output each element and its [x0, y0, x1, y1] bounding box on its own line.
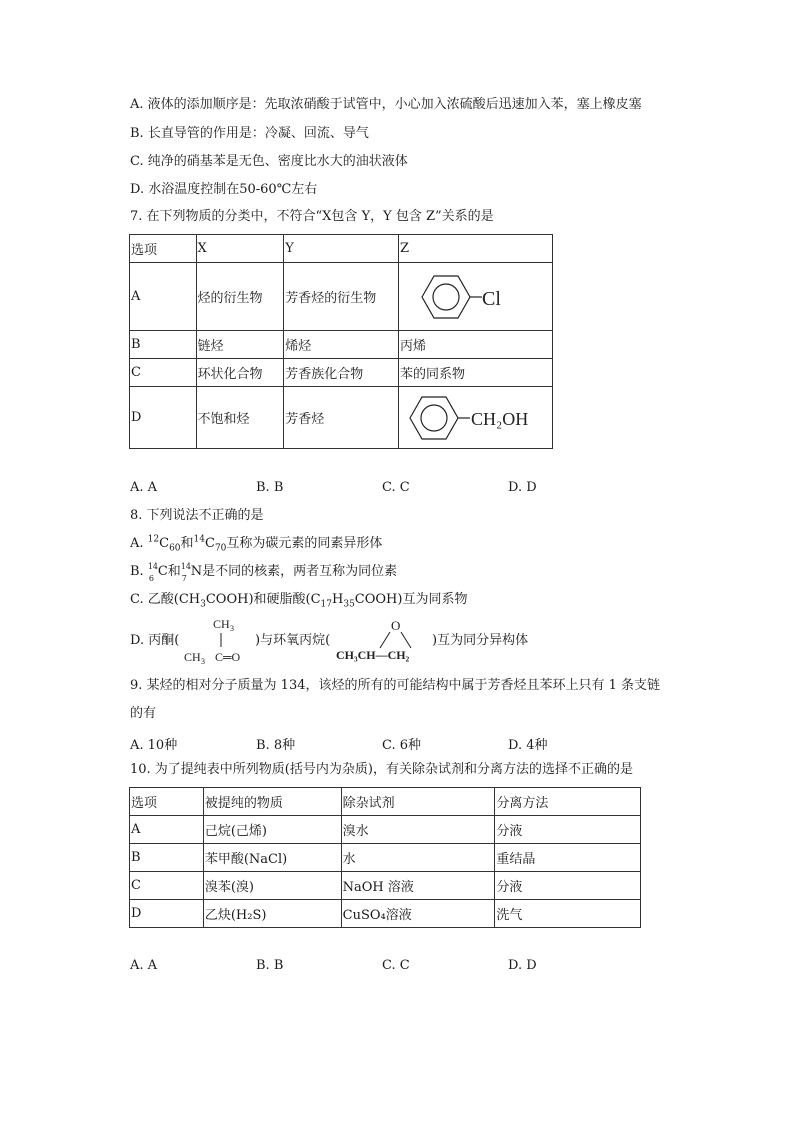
q10-choice-b: B. B	[256, 958, 284, 973]
q10-header-option: 选项	[130, 788, 204, 816]
acetone-structure	[180, 614, 258, 666]
q7-row-c-option: C	[130, 359, 197, 387]
q10-table	[129, 787, 641, 928]
q9-answer-choices	[130, 734, 650, 753]
svg-text:CH: CH	[184, 650, 201, 664]
q8-option-d: D. 丙酮(	[130, 633, 180, 648]
chlorobenzene-label: Cl	[482, 287, 501, 310]
q7-choice-c: C. C	[382, 480, 410, 495]
q7-row-a-x: 烃的衍生物	[196, 263, 284, 331]
q10-row-a-option: A	[130, 816, 204, 844]
svg-text:3: 3	[230, 624, 234, 633]
table-row	[130, 387, 553, 449]
q7-choice-b: B. B	[256, 480, 284, 495]
q10-row-b-option: B	[130, 844, 204, 872]
q7-header-option: 选项	[130, 235, 197, 263]
q10-row-c-option: C	[130, 872, 204, 900]
q7-row-c-z: 苯的同系物	[399, 359, 553, 387]
q7-header-y: Y	[284, 235, 399, 263]
q10-row-b-substance: 苯甲酸(NaCl)	[203, 844, 341, 872]
q6-option-b: B. 长直导管的作用是：冷凝、回流、导气	[130, 126, 369, 141]
q9-choice-a: A. 10种	[130, 738, 178, 753]
q7-stem: 7. 在下列物质的分类中，不符合“X包含 Y，Y 包含 Z”关系的是	[130, 209, 494, 224]
q8-option-d-post: )互为同分异构体	[432, 633, 529, 648]
table-row	[130, 359, 553, 387]
q10-row-d-method: 洗气	[495, 900, 641, 928]
q10-row-b-reagent: 水	[341, 844, 495, 872]
q10-row-a-reagent: 溴水	[341, 816, 495, 844]
q7-header-x: X	[196, 235, 284, 263]
q10-row-d-option: D	[130, 900, 204, 928]
q7-row-b-option: B	[130, 331, 197, 359]
q7-row-b-y: 烯烃	[284, 331, 399, 359]
q7-row-b-z: 丙烯	[399, 331, 553, 359]
q7-row-d-y: 芳香烃	[284, 387, 399, 449]
q10-header-substance: 被提纯的物质	[203, 788, 341, 816]
q8-option-c: C. 乙酸$(CH_3COOH)$和硬脂酸$(C_{17}H_{35}COOH)$互为同系物	[130, 592, 468, 610]
q7-row-b-x: 链烃	[196, 331, 284, 359]
q10-choice-a: A. A	[130, 958, 158, 973]
table-row	[130, 331, 553, 359]
q6-option-c: C. 纯净的硝基苯是无色、密度比水大的油状液体	[130, 154, 408, 169]
q10-row-a-method: 分液	[495, 816, 641, 844]
q10-row-b-method: 重结晶	[495, 844, 641, 872]
q8-stem: 8. 下列说法不正确的是	[130, 508, 264, 523]
svg-text:O: O	[391, 618, 401, 633]
q10-choice-c: C. C	[382, 958, 410, 973]
q7-row-a-y: 芳香烃的衍生物	[284, 263, 399, 331]
q10-choice-d: D. D	[508, 958, 537, 973]
q10-row-c-substance: 溴苯(溴)	[203, 872, 341, 900]
q7-row-d-option: D	[130, 387, 197, 449]
q7-row-a-option: A	[130, 263, 197, 331]
svg-text:C═O: C═O	[215, 650, 241, 664]
svg-text:3: 3	[201, 657, 205, 666]
q7-choice-d: D. D	[508, 480, 537, 495]
q9-stem-line2: 的有	[130, 706, 157, 721]
q7-answer-choices	[130, 480, 650, 496]
q10-row-a-substance: 己烷(己烯)	[203, 816, 341, 844]
q8-option-b: B. 14 6 C和 14 7 N是不同的核素，两者互称为同位素	[130, 562, 398, 583]
q7-header-row	[130, 235, 553, 263]
benzyl-alcohol-structure	[399, 387, 553, 449]
q10-row-d-reagent: CuSO₄溶液	[341, 900, 495, 928]
q10-header-method: 分离方法	[495, 788, 641, 816]
q8-option-a: A. $^{12}C_{60}$和$^{14}C_{70}$互称为碳元素的同素异形体	[130, 534, 383, 554]
q7-row-d-x: 不饱和烃	[196, 387, 284, 449]
table-row	[130, 816, 641, 844]
epoxypropane-structure	[334, 616, 434, 664]
q10-row-c-method: 分液	[495, 872, 641, 900]
q7-row-c-y: 芳香族化合物	[284, 359, 399, 387]
chlorobenzene-structure	[399, 263, 553, 331]
q7-choice-a: A. A	[130, 480, 158, 495]
q6-option-a: A. 液体的添加顺序是：先取浓硝酸于试管中，小心加入浓硫酸后迅速加入苯，塞上橡皮塞	[130, 97, 642, 112]
table-row	[130, 844, 641, 872]
svg-text:CH: CH	[213, 617, 230, 631]
q9-choice-d: D. 4种	[508, 738, 548, 753]
svg-text:CH₃CH—CH₂: CH₃CH—CH₂	[336, 648, 410, 662]
q10-stem: 10. 为了提纯表中所列物质(括号内为杂质)，有关除杂试剂和分离方法的选择不正确的是	[130, 762, 633, 777]
q9-stem-line1: 9. 某烃的相对分子质量为 134，该烃的所有的可能结构中属于芳香烃且苯环上只有 1 条支链	[130, 678, 661, 693]
q8-option-d-mid: )与环氧丙烷(	[255, 633, 331, 648]
q10-row-d-substance: 乙炔(H₂S)	[203, 900, 341, 928]
table-row	[130, 872, 641, 900]
table-row	[130, 263, 553, 331]
q7-header-z: Z	[399, 235, 553, 263]
q9-choice-c: C. 6种	[382, 738, 422, 753]
q6-option-d: D. 水浴温度控制在50-60℃左右	[130, 182, 318, 197]
table-row	[130, 900, 641, 928]
q10-answer-choices	[130, 958, 650, 974]
q10-header-row	[130, 788, 641, 816]
q9-choice-b: B. 8种	[256, 738, 296, 753]
q7-row-c-x: 环状化合物	[196, 359, 284, 387]
q7-table	[129, 234, 553, 449]
q10-row-c-reagent: NaOH 溶液	[341, 872, 495, 900]
q10-header-reagent: 除杂试剂	[341, 788, 495, 816]
benzyl-alcohol-label: CH₂OH	[471, 408, 529, 429]
